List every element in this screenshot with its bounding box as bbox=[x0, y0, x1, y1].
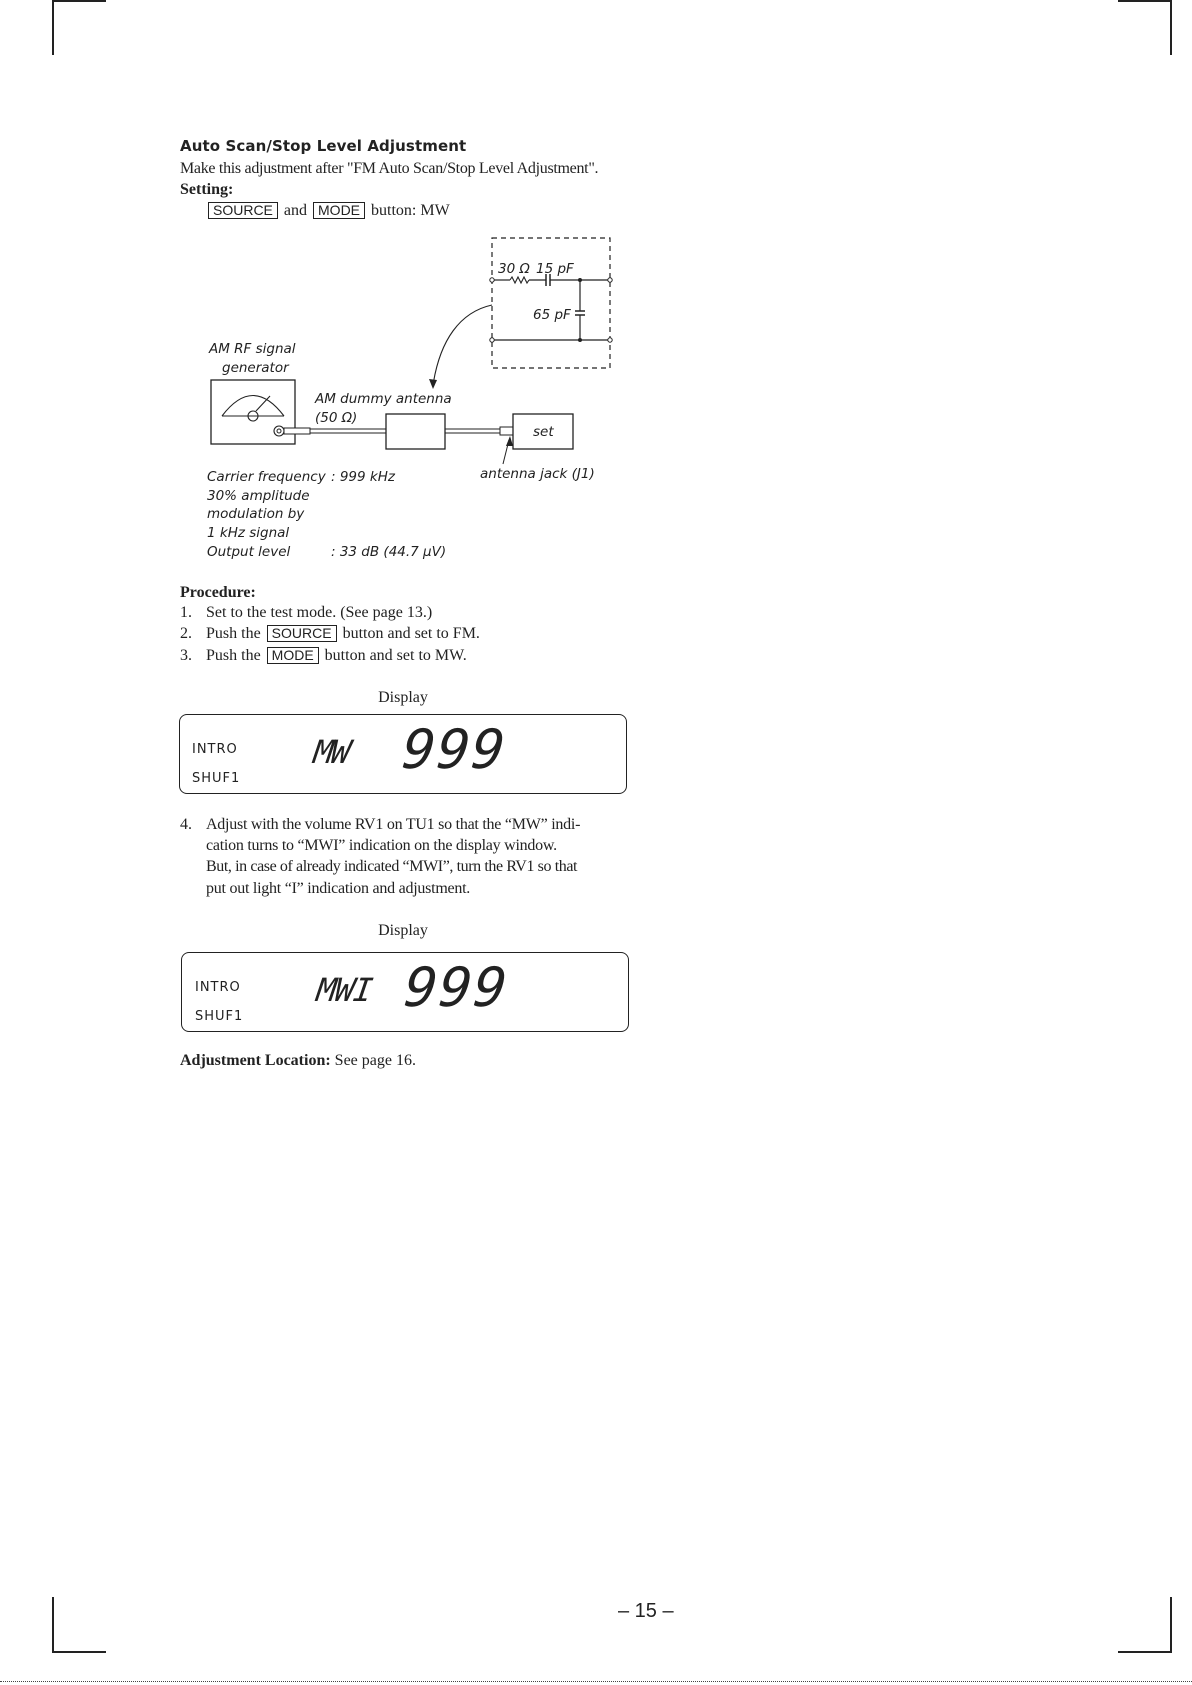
spec-label: 1 kHz signal bbox=[207, 525, 290, 541]
lcd-shuf-indicator: SHUF1 bbox=[195, 1009, 244, 1024]
generator-label-line2: generator bbox=[222, 360, 289, 376]
capacitor1-label: 15 pF bbox=[536, 261, 574, 277]
step-text: Push the bbox=[206, 625, 261, 642]
spec-label: Output level bbox=[207, 544, 291, 560]
antenna-jack-label: antenna jack (J1) bbox=[480, 466, 595, 482]
connection-diagram bbox=[0, 0, 1192, 600]
lcd-intro-indicator: INTRO bbox=[192, 742, 238, 757]
mode-key: MODE bbox=[313, 202, 365, 219]
spec-label: Carrier frequency bbox=[207, 469, 326, 485]
antenna-plug-icon bbox=[500, 427, 513, 435]
procedure-step-4-line2: cation turns to “MWI” indication on the display window. bbox=[206, 837, 557, 854]
lcd-display-1 bbox=[179, 714, 627, 794]
step-text: Push the bbox=[206, 647, 261, 664]
step-number: 1. bbox=[180, 604, 192, 621]
step-number: 3. bbox=[180, 647, 192, 664]
bottom-dotted-rule bbox=[0, 1681, 1192, 1682]
procedure-step-4-line3: But, in case of already indicated “MWI”, turn the RV1 so that bbox=[206, 858, 578, 875]
source-key: SOURCE bbox=[267, 625, 337, 642]
dummy-antenna-label-line2: (50 Ω) bbox=[315, 410, 358, 426]
step-text: Set to the test mode. (See page 13.) bbox=[206, 604, 433, 621]
terminal-icon bbox=[608, 338, 612, 342]
lcd-display-2 bbox=[181, 952, 629, 1032]
display1-caption: Display bbox=[378, 689, 428, 706]
lcd-band-segment: MWI bbox=[314, 971, 375, 1009]
lcd-intro-indicator: INTRO bbox=[195, 980, 241, 995]
resistor-label: 30 Ω bbox=[498, 261, 530, 277]
setting-suffix: button: MW bbox=[371, 202, 450, 219]
mode-key: MODE bbox=[267, 647, 319, 664]
source-key: SOURCE bbox=[208, 202, 278, 219]
procedure-step-2 bbox=[180, 625, 480, 643]
dummy-antenna-detail-box bbox=[492, 238, 610, 368]
procedure-label: Procedure: bbox=[180, 584, 256, 601]
dummy-antenna-label-line1: AM dummy antenna bbox=[315, 391, 452, 407]
section-heading: Auto Scan/Stop Level Adjustment bbox=[180, 137, 467, 155]
page-number: – 15 – bbox=[618, 1600, 674, 1622]
step-text: button and set to MW. bbox=[324, 647, 467, 664]
display2-caption: Display bbox=[378, 922, 428, 939]
spec-value: : 999 kHz bbox=[331, 469, 395, 485]
intro-text: Make this adjustment after "FM Auto Scan/Stop Level Adjustment". bbox=[180, 160, 599, 177]
lcd-frequency-segment: 999 bbox=[401, 956, 512, 1019]
crop-mark bbox=[52, 1651, 106, 1653]
procedure-step-3 bbox=[180, 647, 467, 665]
crop-mark bbox=[52, 1597, 54, 1652]
step-number: 2. bbox=[180, 625, 192, 642]
set-label: set bbox=[533, 424, 554, 440]
output-connector-icon bbox=[274, 426, 284, 436]
spec-label: 30% amplitude bbox=[207, 488, 310, 504]
procedure-step-4-line4: put out light “I” indication and adjustment. bbox=[206, 880, 471, 897]
adjustment-location-label: Adjustment Location: bbox=[180, 1052, 331, 1069]
detail-arrow bbox=[433, 305, 492, 385]
generator-label-line1: AM RF signal bbox=[209, 341, 296, 357]
spec-value: : 33 dB (44.7 µV) bbox=[331, 544, 447, 560]
resistor-icon bbox=[510, 277, 529, 283]
terminal-icon bbox=[490, 278, 494, 282]
setting-label: Setting: bbox=[180, 181, 234, 198]
arrowhead-icon bbox=[429, 379, 437, 389]
adjustment-location bbox=[180, 1050, 416, 1071]
terminal-icon bbox=[490, 338, 494, 342]
lcd-band-segment: MW bbox=[311, 733, 352, 771]
capacitor2-label: 65 pF bbox=[533, 307, 571, 323]
procedure-step-4-line1 bbox=[180, 816, 580, 834]
lcd-shuf-indicator: SHUF1 bbox=[192, 771, 241, 786]
step-text: button and set to FM. bbox=[342, 625, 480, 642]
dummy-antenna-box bbox=[386, 414, 445, 449]
crop-mark bbox=[1118, 1651, 1172, 1653]
crop-mark bbox=[1170, 1597, 1172, 1652]
spec-label: modulation by bbox=[207, 506, 305, 522]
step-text: Adjust with the volume RV1 on TU1 so that the “MW” indi- bbox=[206, 816, 581, 833]
and-text: and bbox=[283, 202, 308, 219]
step-number: 4. bbox=[180, 816, 192, 833]
terminal-icon bbox=[608, 278, 612, 282]
arrowhead-icon bbox=[506, 436, 513, 446]
adjustment-location-text: See page 16. bbox=[334, 1052, 416, 1069]
procedure-step-1 bbox=[180, 604, 432, 622]
lcd-frequency-segment: 999 bbox=[399, 718, 510, 781]
